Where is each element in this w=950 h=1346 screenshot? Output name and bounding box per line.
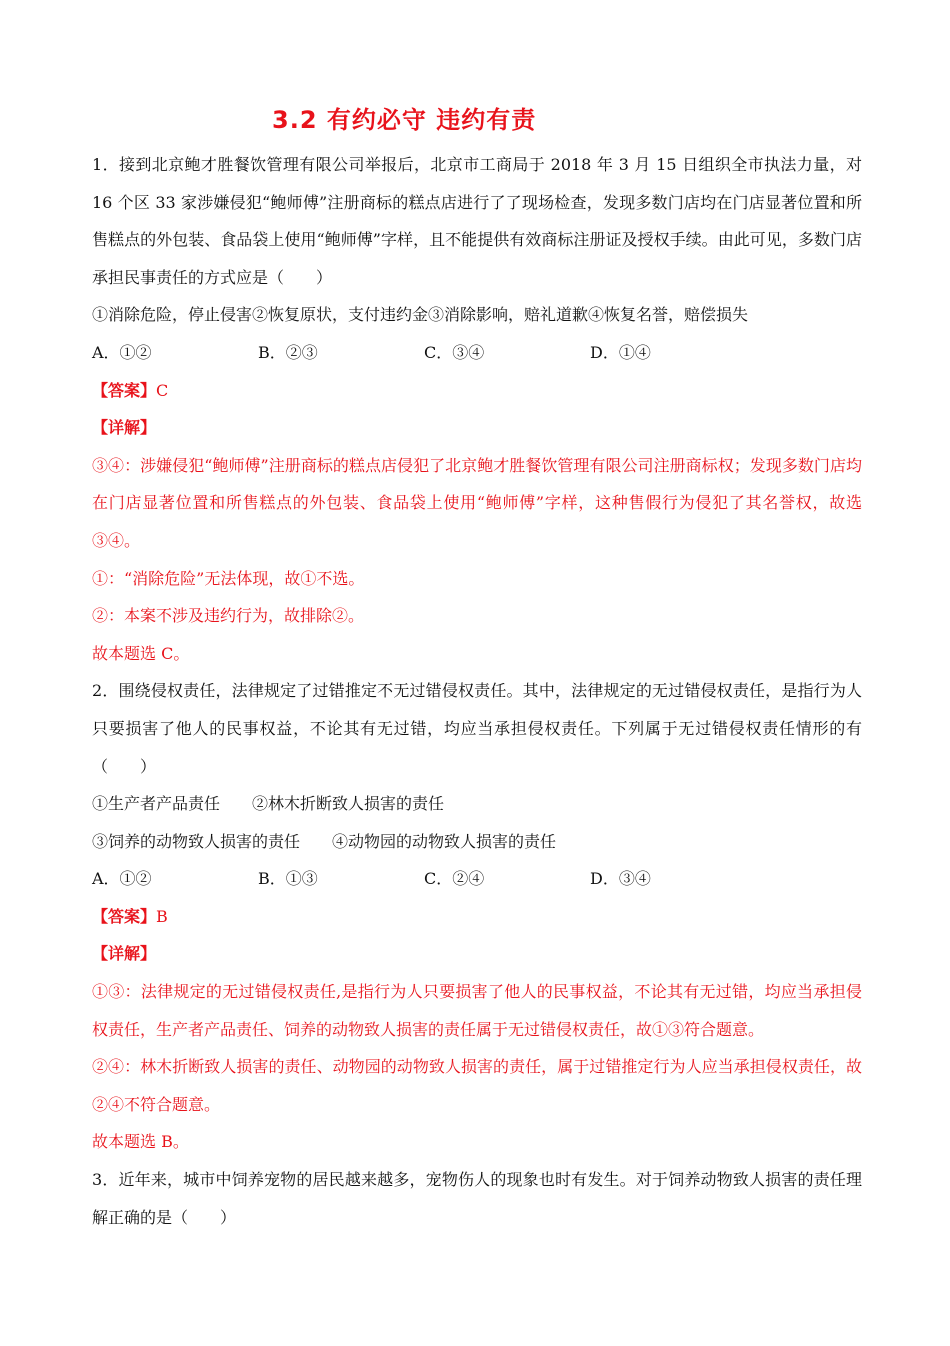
question-2-items-row <box>92 823 862 861</box>
question-2-conclusion: 故本题选 B。 <box>92 1132 189 1152</box>
answer-value: C <box>156 380 169 400</box>
answer-label: 【答案】 <box>92 380 157 400</box>
item: ④动物园的动物致人损害的责任 <box>332 831 557 851</box>
question-1-answer <box>92 372 862 410</box>
question-1-detail-para: ①：“消除危险”无法体现，故①不选。 <box>92 568 365 588</box>
document-content <box>92 146 862 1236</box>
question-2-items-row <box>92 785 862 823</box>
item: ③饲养的动物致人损害的责任 <box>92 831 301 851</box>
option-b: B．①③ <box>258 869 318 889</box>
question-2-answer <box>92 898 862 936</box>
option-a: A．①② <box>92 869 152 889</box>
question-1-options <box>92 334 862 372</box>
option-d: D．①④ <box>590 342 651 362</box>
question-2-detail-para: ①③：法律规定的无过错侵权责任,是指行为人只要损害了他人的民事权益，不论其有无过错，均应当承担侵权责任，生产者产品责任、饲养的动物致人损害的责任属于无过错侵权责任，故①③符合题意。 <box>92 982 862 1039</box>
question-1-conclusion: 故本题选 C。 <box>92 643 190 663</box>
question-2-detail-label: 【详解】 <box>92 944 157 964</box>
question-1-detail-para: ③④：涉嫌侵犯“鲍师傅”注册商标的糕点店侵犯了北京鲍才胜餐饮管理有限公司注册商标权；发现多数门店均在门店显著位置和所售糕点的外包装、食品袋上使用“鲍师傅”字样，这种售假行为侵犯了其名誉权，故选③④。 <box>92 455 862 550</box>
option-a: A．①② <box>92 342 152 362</box>
question-1-detail-label: 【详解】 <box>92 418 157 438</box>
question-2-options <box>92 860 862 898</box>
question-2-stem: 2．围绕侵权责任，法律规定了过错推定不无过错侵权责任。其中，法律规定的无过错侵权责任，是指行为人只要损害了他人的民事权益，不论其有无过错，均应当承担侵权责任。下列属于无过错侵权责任情形的有（ ） <box>92 681 862 776</box>
answer-value: B <box>156 906 168 926</box>
question-1-items: ①消除危险，停止侵害②恢复原状，支付违约金③消除影响，赔礼道歉④恢复名誉，赔偿损失 <box>92 305 749 325</box>
question-1-detail-para: ②：本案不涉及违约行为，故排除②。 <box>92 606 365 626</box>
document-title: 3.2 有约必守 违约有责 <box>272 106 537 134</box>
question-3-stem: 3．近年来，城市中饲养宠物的居民越来越多，宠物伤人的现象也时有发生。对于饲养动物致人损害的责任理解正确的是（ ） <box>92 1170 862 1227</box>
answer-label: 【答案】 <box>92 906 157 926</box>
option-c: C．③④ <box>424 342 485 362</box>
option-d: D．③④ <box>590 869 651 889</box>
option-b: B．②③ <box>258 342 318 362</box>
item: ②林木折断致人损害的责任 <box>252 794 445 814</box>
question-1-stem: 1．接到北京鲍才胜餐饮管理有限公司举报后，北京市工商局于 2018 年 3 月 15 日组织全市执法力量，对 16 个区 33 家涉嫌侵犯“鲍师傅”注册商标的糕点店进行了了现场检查，发现多数门店均在门店显著位置和所售糕点的外包装、食品袋上使用“鲍师傅”字样，且不能提供有效商标注册证及授权手续。由此可见，多数门店承担民事责任的方式应是（ ） <box>92 155 862 287</box>
question-2-detail-para: ②④：林木折断致人损害的责任、动物园的动物致人损害的责任，属于过错推定行为人应当承担侵权责任，故②④不符合题意。 <box>92 1057 862 1114</box>
option-c: C．②④ <box>424 869 485 889</box>
item: ①生产者产品责任 <box>92 794 221 814</box>
